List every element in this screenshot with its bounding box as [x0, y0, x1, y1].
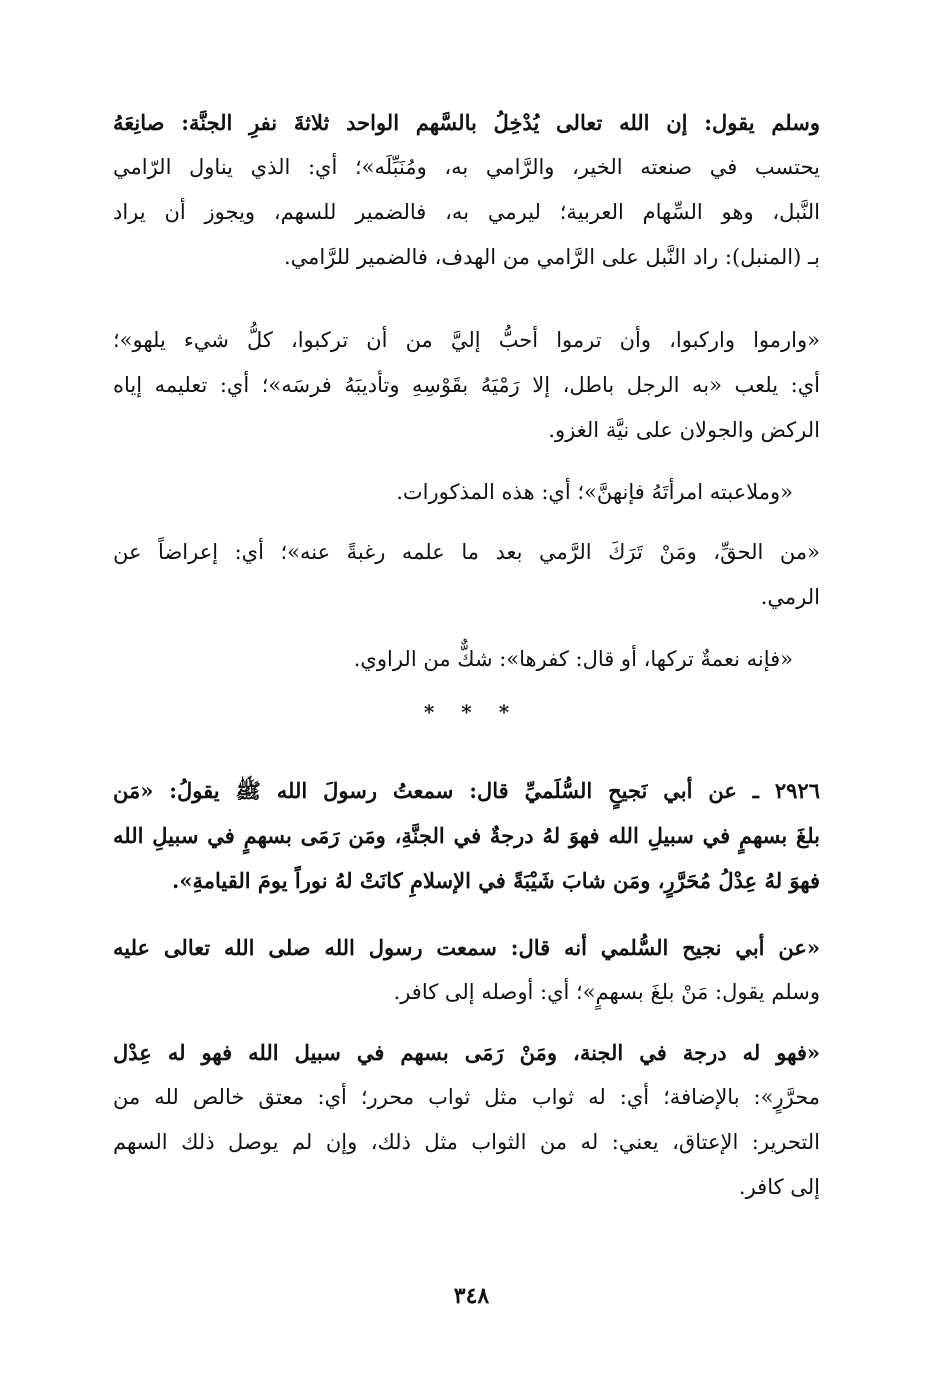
- section-separator: * * *: [423, 700, 520, 724]
- text-line: محرَّرٍ»: بالإضافة؛ أي: له ثواب مثل ثواب محرر؛ أي: معتق خالص لله من: [113, 1085, 820, 1109]
- text-line: «فهو له درجة في الجنة، ومَنْ رَمَى بسهم في سبيل الله فهو له عِدْل: [113, 1040, 820, 1065]
- paragraph-5: [113, 637, 793, 682]
- text-line: يحتسب في صنعته الخير، والرَّامي به، ومُنَبِّلَه»؛ أي: الذي يناول الرّامي: [113, 155, 820, 179]
- text-line: بـ (المنبل): راد النَّبل على الرَّامي من الهدف، فالضمير للرَّامي.: [283, 245, 820, 269]
- text-line: «من الحقِّ، ومَنْ تَرَكَ الرَّمي بعد ما علمه رغبةً عنه»؛ أي: إعراضاً عن: [113, 540, 820, 564]
- text-line: «عن أبي نجيح السُّلمي أنه قال: سمعت رسول الله صلى الله تعالى عليه: [113, 935, 820, 960]
- text-line: «وارموا واركبوا، وأن ترموا أحبُّ إليَّ من أن تركبوا، كلُّ شيء يلهو»؛: [113, 328, 820, 352]
- text-line: التحرير: الإعتاق، يعني: له من الثواب مثل ذلك، وإن لم يوصل ذلك السهم: [113, 1130, 820, 1154]
- text-line: النَّبل، وهو السِّهام العربية؛ ليرمي به، فالضمير للسهم، ويجوز أن يراد: [113, 200, 820, 224]
- text-line: الركض والجولان على نيَّة الغزو.: [548, 418, 820, 442]
- text-line: إلى كافر.: [738, 1175, 820, 1199]
- text-line: وسلم يقول: إن الله تعالى يُدْخِلُ بالسَّهم الواحد ثلاثةَ نفرِ الجنَّة: صانِعَهُ: [113, 110, 820, 135]
- page-number: ٣٤٨: [453, 1283, 490, 1309]
- hadith-2926: [113, 768, 820, 903]
- paragraph-1: [113, 100, 820, 280]
- text-line: بلغَ بسهمٍ في سبيلِ الله فهوَ لهُ درجةٌ في الجنَّةِ، ومَن رَمَى بسهمٍ في سبيلِ الله: [113, 823, 820, 848]
- text-line: أي: يلعب «به الرجل باطل، إلا رَمْيَهُ بقَوْسِهِ وتأديبَهُ فرسَه»؛ أي: تعليمه إياه: [113, 373, 820, 397]
- paragraph-3: [113, 470, 793, 515]
- text-line: ٢٩٢٦ ـ عن أبي نَجيحٍ السُّلَميِّ قال: سمعتُ رسولَ الله ﷺ يقولُ: «مَن: [113, 778, 820, 803]
- text-line: «فإنه نعمةٌ تركها، أو قال: كفرها»: شكٌّ من الراوي.: [353, 647, 793, 671]
- text-line: فهوَ لهُ عِدْلُ مُحَرَّرٍ، ومَن شابَ شَيْبَةً في الإسلامِ كانَتْ لهُ نوراً يومَ القيامةِ».: [172, 868, 820, 893]
- paragraph-4: [113, 530, 820, 620]
- paragraph-8: [113, 1030, 820, 1210]
- paragraph-7: [113, 925, 820, 1015]
- text-line: وسلم يقول: مَنْ بلغَ بسهمٍ»؛ أي: أوصله إلى كافر.: [393, 980, 820, 1004]
- text-line: الرمي.: [760, 585, 820, 609]
- text-line: «وملاعبته امرأتَهُ فإنهنَّ»؛ أي: هذه المذكورات.: [396, 480, 793, 504]
- paragraph-2: [113, 318, 820, 453]
